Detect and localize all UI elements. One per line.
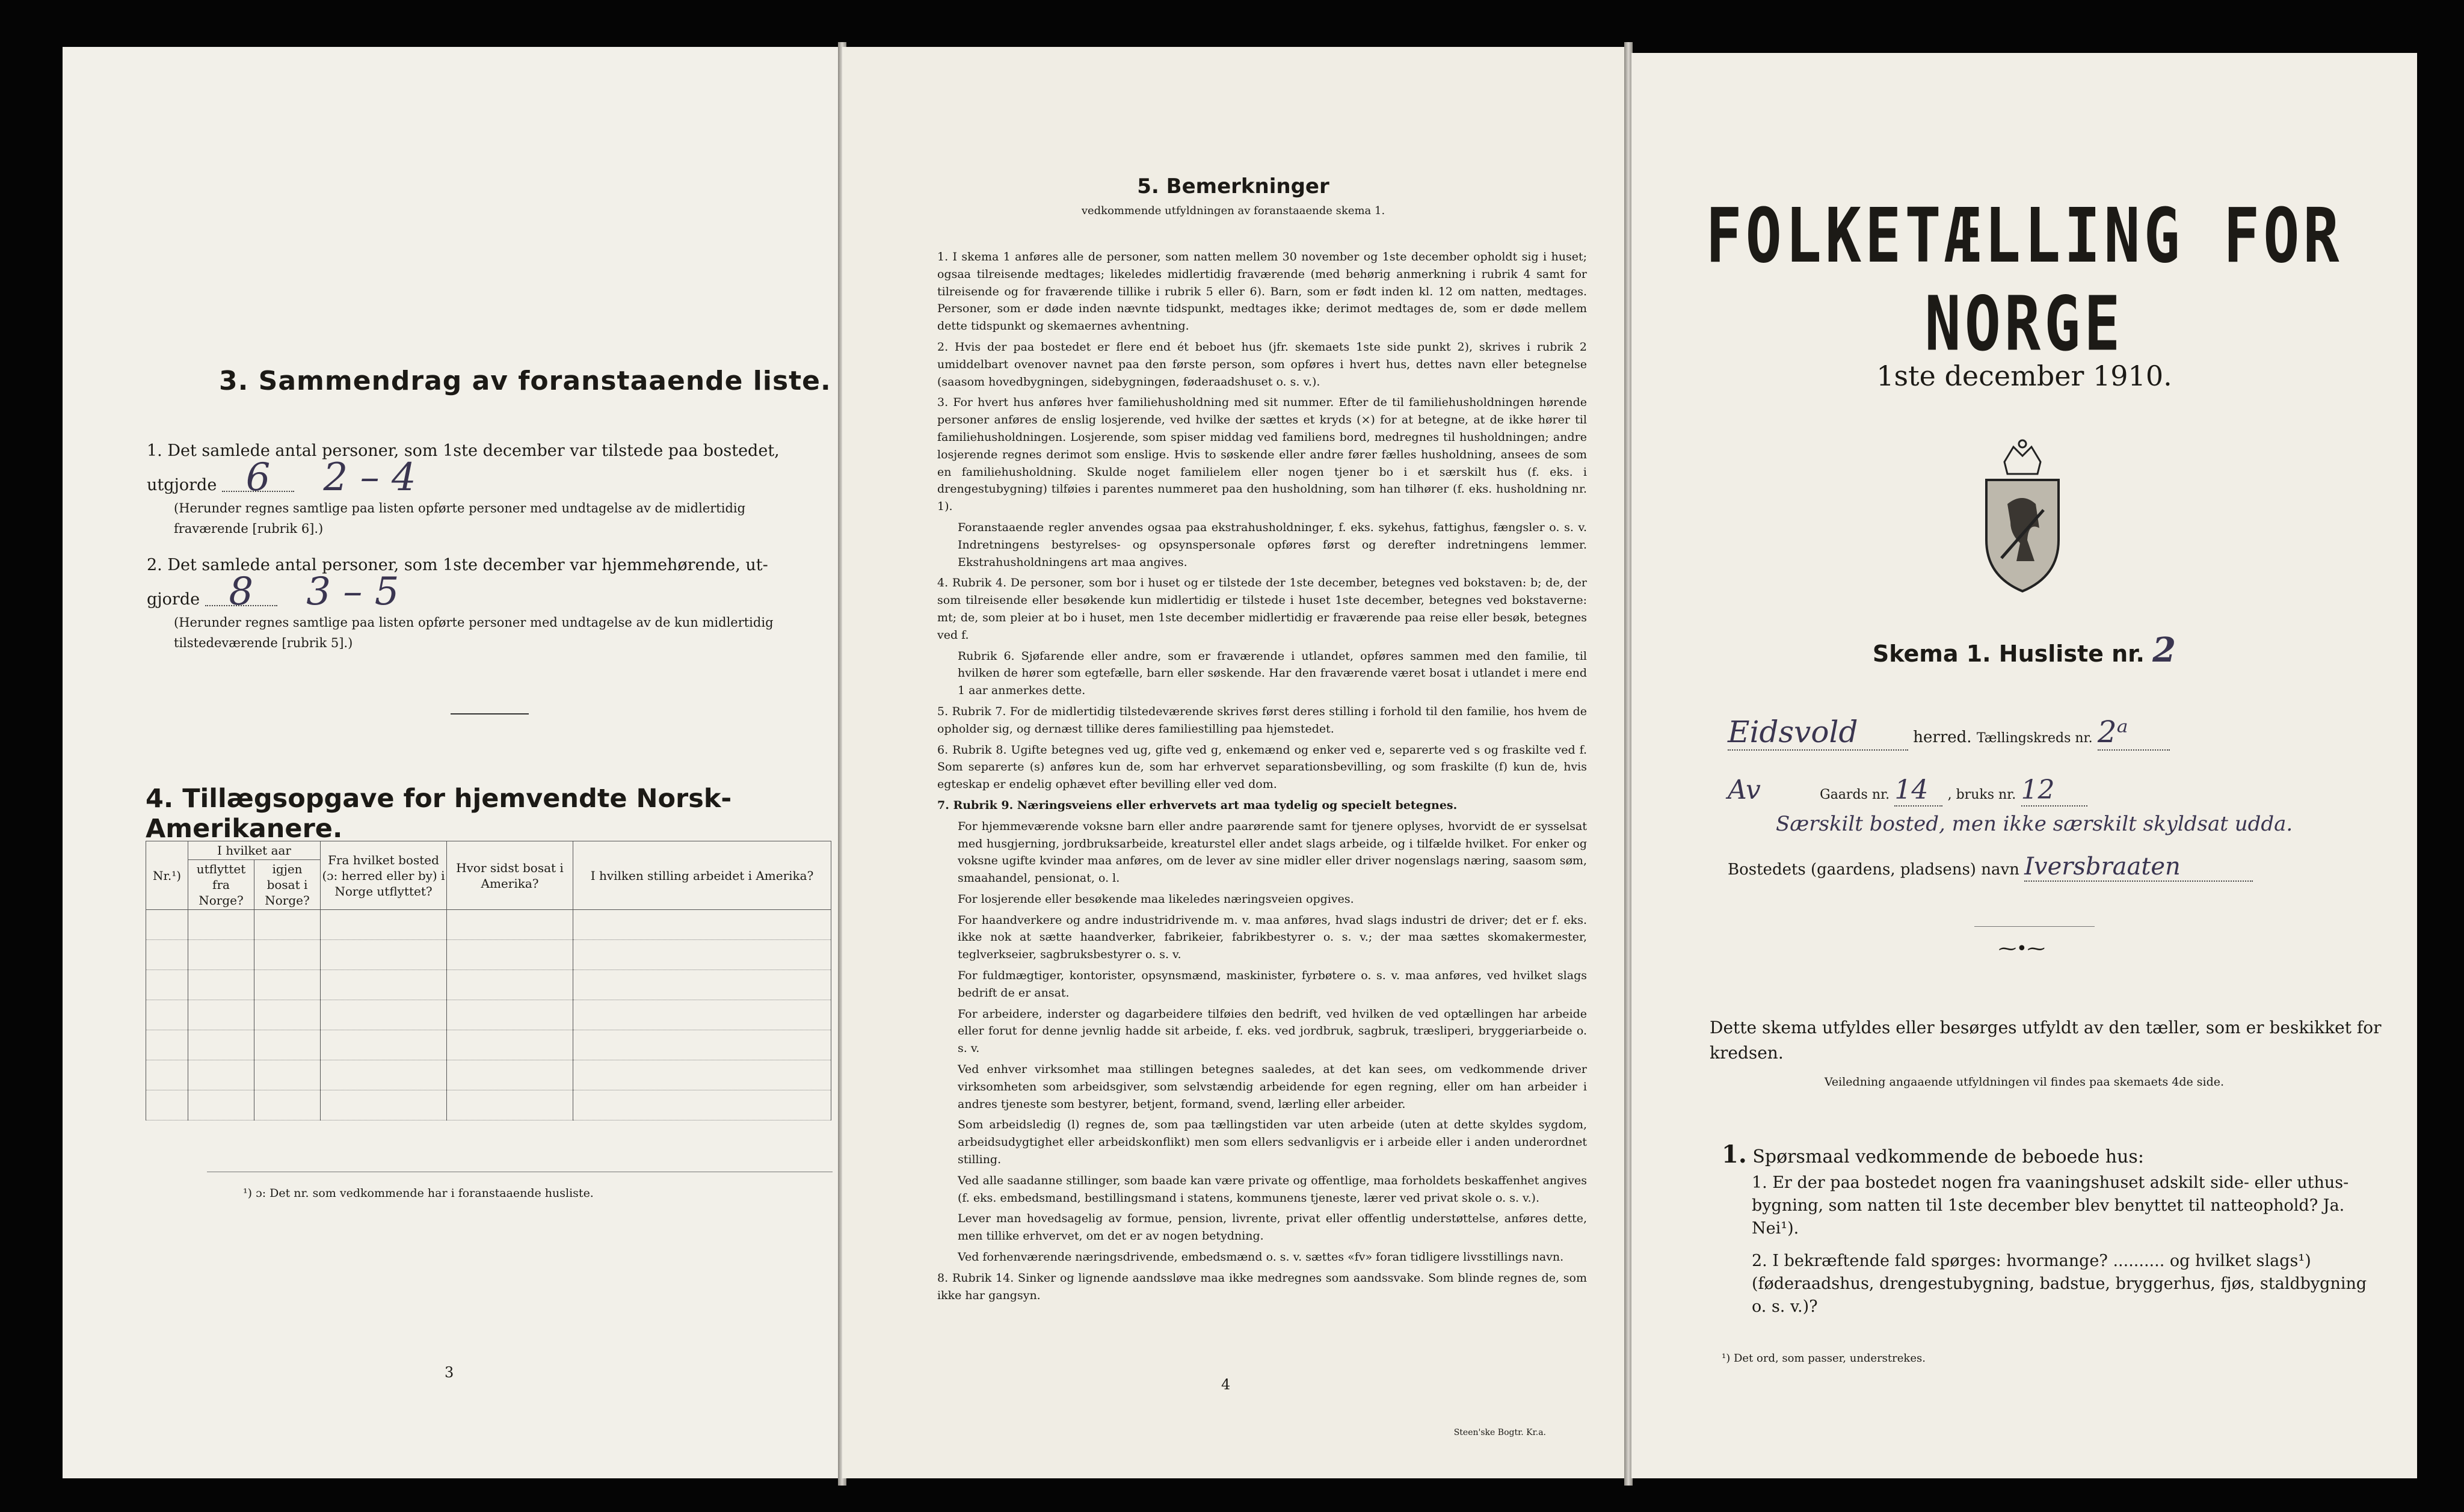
remark-paragraph: 6. Rubrik 8. Ugifte betegnes ved ug, gifte ved g, enkemænd og enker ved e, separerte ved s og fraskilte ved f. Som separerte (s) anføres kun de, som har erhvervet separationsbevilling, og som fraskilte (f) kun de, hvis egteskap er endelig ophævet efter bevilling eller ved dom. <box>937 743 1587 791</box>
skema-label: Skema 1. Husliste nr. <box>1872 641 2145 667</box>
question-1-heading <box>1722 1140 2144 1169</box>
col-nr: Nr.¹) <box>146 841 188 910</box>
gaards-label: Gaards nr. <box>1820 787 1890 802</box>
remark-paragraph: Ved forhenværende næringsdrivende, embedsmænd o. s. v. sættes «fv» foran tidligere livsstillings navn. <box>958 1250 1564 1264</box>
col-sidst: Hvor sidst bosat i Amerika? <box>447 841 573 910</box>
summary-item-2 <box>147 552 827 613</box>
instruction-text: Dette skema utfyldes eller besørges utfyldt av den tæller, som er beskikket for kredsen. <box>1710 1018 2382 1063</box>
remark-paragraph: 5. Rubrik 7. For de midlertidig tilstedeværende skrives først deres stilling i forhold til den familie, hos hvem de opholder sig, og dernæst tillike deres familiestilling paa hjemstedet. <box>937 704 1587 736</box>
bemerkninger-list <box>937 248 1587 1308</box>
norway-coat-of-arms-icon <box>1968 438 2077 594</box>
bosted-label: Bostedets (gaardens, pladsens) navn <box>1728 861 2019 879</box>
question-1-title: Spørsmaal vedkommende de beboede hus: <box>1752 1146 2144 1167</box>
summary-item-1 <box>147 438 827 499</box>
footnote: ¹) ɔ: Det nr. som vedkommende har i foranstaaende husliste. <box>243 1187 594 1200</box>
col-stilling: I hvilken stilling arbeidet i Amerika? <box>573 841 831 910</box>
gaard-prefix: Av <box>1728 775 1761 805</box>
gaard-note-text: Særskilt bosted, men ikke særskilt skyldsat udda. <box>1776 812 2293 836</box>
norsk-amerikanere-table <box>146 841 831 1120</box>
remark-paragraph: 8. Rubrik 14. Sinker og lignende aandssløve maa ikke medregnes som aandssvake. Som blinde regnes de, som ikke har gangsyn. <box>937 1271 1587 1302</box>
herred-value: Eidsvold <box>1728 715 1908 751</box>
remark-paragraph: 7. Rubrik 9. Næringsveiens eller erhvervets art maa tydelig og specielt betegnes. <box>937 798 1458 812</box>
kreds-label: Tællingskreds nr. <box>1976 731 2093 746</box>
question-1-2: 2. I bekræftende fald spørges: hvormange? .......... og hvilket slags¹) (føderaadshus, drengestubygning, badstue, bryggerhus, fjøs, staldbygning o. s. v.)? <box>1752 1252 2367 1316</box>
col-utflyttet: utflyttet fra Norge? <box>188 860 254 910</box>
footnote: ¹) Det ord, som passer, understrekes. <box>1722 1352 1926 1365</box>
middle-page <box>842 47 1624 1478</box>
printer-mark: Steen'ske Bogtr. Kr.a. <box>1453 1428 1546 1437</box>
resident-count: 8 <box>205 579 277 606</box>
remark-paragraph: 3. For hvert hus anføres hver familiehusholdning med sit nummer. Efter de til familiehusholdningen hørende personer anføres de enslig losjerende, ved hvilke der sættes et kryds (×) for at betegne, at de ikke hører til familiehusholdningen. Losjerende, som spiser middag ved familiens bord, medregnes til husholdningen; andre losjerende regnes derimot som enslige. Hvis to søskende eller andre fører fælles husholdning, ansees de som en familiehusholdning. Skulde noget familielem eller nogen tjener bo i et særskilt hus (f. eks. i drengestubygning) tilføies i parentes nummeret paa den husholdning, som han tilhører (f. eks. husholdning nr. 1). <box>937 396 1587 514</box>
remark-paragraph: Rubrik 6. Sjøfarende eller andre, som er fraværende i utlandet, opføres sammen med den familie, til hvilken de hører som egtefælle, barn eller søskende. Har den fraværende været bosat i utlandet i mere end 1 aar anmerkes dette. <box>958 649 1587 698</box>
gjorde-label: gjorde <box>147 590 200 609</box>
skema-heading <box>1631 630 2417 670</box>
remark-paragraph: Foranstaaende regler anvendes ogsaa paa ekstrahusholdninger, f. eks. sykehus, fattighus, fængsler o. s. v. Indretningens bestyrelses- og opsynspersonale opføres først og derefter indretningens lemmer. Ekstrahusholdningens art maa angives. <box>958 520 1587 569</box>
census-title: FOLKETÆLLING FOR NORGE <box>1705 191 2343 368</box>
col-group-aar: I hvilket aar <box>188 841 321 860</box>
bruks-label: , bruks nr. <box>1947 787 2016 802</box>
section4-title: 4. Tillægsopgave for hjemvendte Norsk-Amerikanere. <box>146 784 732 844</box>
veiledning-text: Veiledning angaaende utfyldningen vil findes paa skemaets 4de side. <box>1824 1075 2225 1089</box>
bemerkninger-subtitle: vedkommende utfyldningen av foranstaaende skema 1. <box>1081 204 1385 217</box>
census-date: 1ste december 1910. <box>1876 360 2172 392</box>
divider <box>1974 926 2095 927</box>
remark-paragraph: Som arbeidsledig (l) regnes de, som paa tællingstiden var uten arbeide (uten at dette skyldes sygdom, arbeidsudygtighet eller arbeidskonflikt) men som ellers sedvanligvis er i arbeide eller i anden underordnet stilling. <box>958 1118 1587 1167</box>
remark-paragraph: 1. I skema 1 anføres alle de personer, som natten mellem 30 november og 1ste december opholdt sig i huset; ogsaa tilreisende medtages; likeledes midlertidig fraværende (med behørig anmerkning i rubrik 4 samt for tilreisende og for fraværende tillike i rubrik 5 eller 6). Barn, som er født inden kl. 12 om natten, medtages. Personer, som er døde inden nævnte tidspunkt, medtages ikke; derimot medtages de, som er døde mellem dette tidspunkt og skemaernes avhentning. <box>937 250 1587 333</box>
present-annotation: 2 – 4 <box>323 455 416 500</box>
divider <box>451 713 529 715</box>
bosted-line <box>1728 853 2389 882</box>
remark-paragraph: For arbeidere, inderster og dagarbeidere tilføies den bedrift, ved hvilken de ved optællingen har arbeide eller forut for denne jevnlig hadde sit arbeide, f. eks. ved jordbruk, sagbruk, træsliperi, bryggeriarbeide o. s. v. <box>958 1007 1587 1056</box>
remark-paragraph: For hjemmeværende voksne barn eller andre paarørende samt for tjenere oplyses, hvorvidt de er sysselsat med husgjerning, jordbruksarbeide, kreaturstel eller andet slags arbeide, og i tilfælde hvilket. For enker og voksne ugifte kvinder maa anføres, om de lever av sine midler eller driver nogenslags næring, saasom søm, smaahandel, pensionat, o. l. <box>958 819 1587 885</box>
utgjorde-label: utgjorde <box>147 476 217 494</box>
col-igjen: igjen bosat i Norge? <box>254 860 321 910</box>
remark-paragraph: Ved enhver virksomhet maa stillingen betegnes saaledes, at det kan sees, om vedkommende driver virksomheten som arbeidsgiver, som selvstændig arbeidende for egen regning, eller om han arbeider i andres tjeneste som bestyrer, betjent, formand, svend, lærling eller arbeider. <box>958 1063 1587 1111</box>
remark-paragraph: Ved alle saadanne stillinger, som baade kan være private og offentlige, maa forholdets beskaffenhet angives (f. eks. embedsmand, bestillingsmand i statens, kommunens tjeneste, lærer ved privat skole o. s. v.). <box>958 1173 1587 1205</box>
table-row <box>146 1090 831 1120</box>
summary-item-2-text: 2. Det samlede antal personer, som 1ste december var hjemmehørende, ut- <box>147 556 768 574</box>
gaards-value: 14 <box>1894 775 1942 807</box>
husliste-number: 2 <box>2152 630 2176 670</box>
resident-annotation: 3 – 5 <box>306 570 399 614</box>
question-1-number: 1. <box>1722 1140 1747 1169</box>
bemerkninger-title: 5. Bemerkninger <box>1137 174 1329 198</box>
summary-item-2-note: (Herunder regnes samtlige paa listen opførte personer med undtagelse av de kun midlertidig tilstedeværende [rubrik 5].) <box>174 615 774 650</box>
table-row <box>146 1000 831 1030</box>
herred-line <box>1728 715 2389 751</box>
question-1-1: 1. Er der paa bostedet nogen fra vaaningshuset adskilt side- eller uthus-bygning, som natten til 1ste december blev benyttet til natteophold? Ja. Nei¹). <box>1752 1173 2349 1238</box>
col-bosted: Fra hvilket bosted (ɔ: herred eller by) i Norge utflyttet? <box>321 841 447 910</box>
remark-paragraph: 4. Rubrik 4. De personer, som bor i huset og er tilstede der 1ste december, betegnes ved bokstaven: b; de, der som tilreisende eller besøkende kun midlertidig er tilstede i huset 1ste december, betegnes ved bokstaverne: mt; de, som pleier at bo i huset, men 1ste december midlertidig er fraværende paa reise eller besøk, betegnes ved f. <box>937 576 1587 642</box>
gaard-note <box>1776 812 2417 836</box>
table-row <box>146 970 831 1000</box>
present-count: 6 <box>222 464 294 492</box>
remark-paragraph: For haandverkere og andre industridrivende m. v. maa anføres, hvad slags industri de driver; det er f. eks. ikke nok at sætte haandverker, fabrikeier, fabrikbestyrer o. s. v.; der maa sættes skomakermester, teglverkseier, sagbruksbestyrer o. s. v. <box>958 913 1587 962</box>
table-row <box>146 1030 831 1060</box>
table-row <box>146 940 831 970</box>
ornament-icon: ⁓•⁓ <box>1998 938 2045 959</box>
gaard-line <box>1728 775 2389 807</box>
remark-paragraph: For losjerende eller besøkende maa likeledes næringsveien opgives. <box>958 892 1354 906</box>
section3-title: 3. Sammendrag av foranstaaende liste. <box>219 366 831 396</box>
page-number: 3 <box>445 1364 454 1381</box>
remark-paragraph: 2. Hvis der paa bostedet er flere end ét beboet hus (jfr. skemaets 1ste side punkt 2), skrives i rubrik 2 umiddelbart ovenover navnet paa den første person, som opføres i hvert hus, dettes navn eller betegnelse (saasom hovedbygningen, sidebygningen, føderaadshuset o. s. v.). <box>937 340 1587 389</box>
kreds-value: 2ᵃ <box>2098 715 2170 751</box>
page-number: 4 <box>1221 1376 1231 1393</box>
herred-label: herred. <box>1913 728 1972 746</box>
summary-item-1-text: 1. Det samlede antal personer, som 1ste december var tilstede paa bostedet, <box>147 441 780 460</box>
bruks-value: 12 <box>2021 775 2087 807</box>
remark-paragraph: Lever man hovedsagelig av formue, pension, livrente, privat eller offentlig understøttelse, anføres dette, men tillike erhvervet, om det er av nogen betydning. <box>958 1212 1587 1243</box>
bosted-value: Iversbraaten <box>2024 853 2253 882</box>
table-row <box>146 910 831 940</box>
summary-item-1-note: (Herunder regnes samtlige paa listen opførte personer med undtagelse av de midlertidig fraværende [rubrik 6].) <box>174 501 746 536</box>
remark-paragraph: For fuldmægtiger, kontorister, opsynsmænd, maskinister, fyrbøtere o. s. v. maa anføres, ved hvilket slags bedrift de er ansat. <box>958 969 1587 1000</box>
table-row <box>146 1060 831 1090</box>
left-page <box>63 47 839 1478</box>
right-page <box>1631 53 2417 1478</box>
